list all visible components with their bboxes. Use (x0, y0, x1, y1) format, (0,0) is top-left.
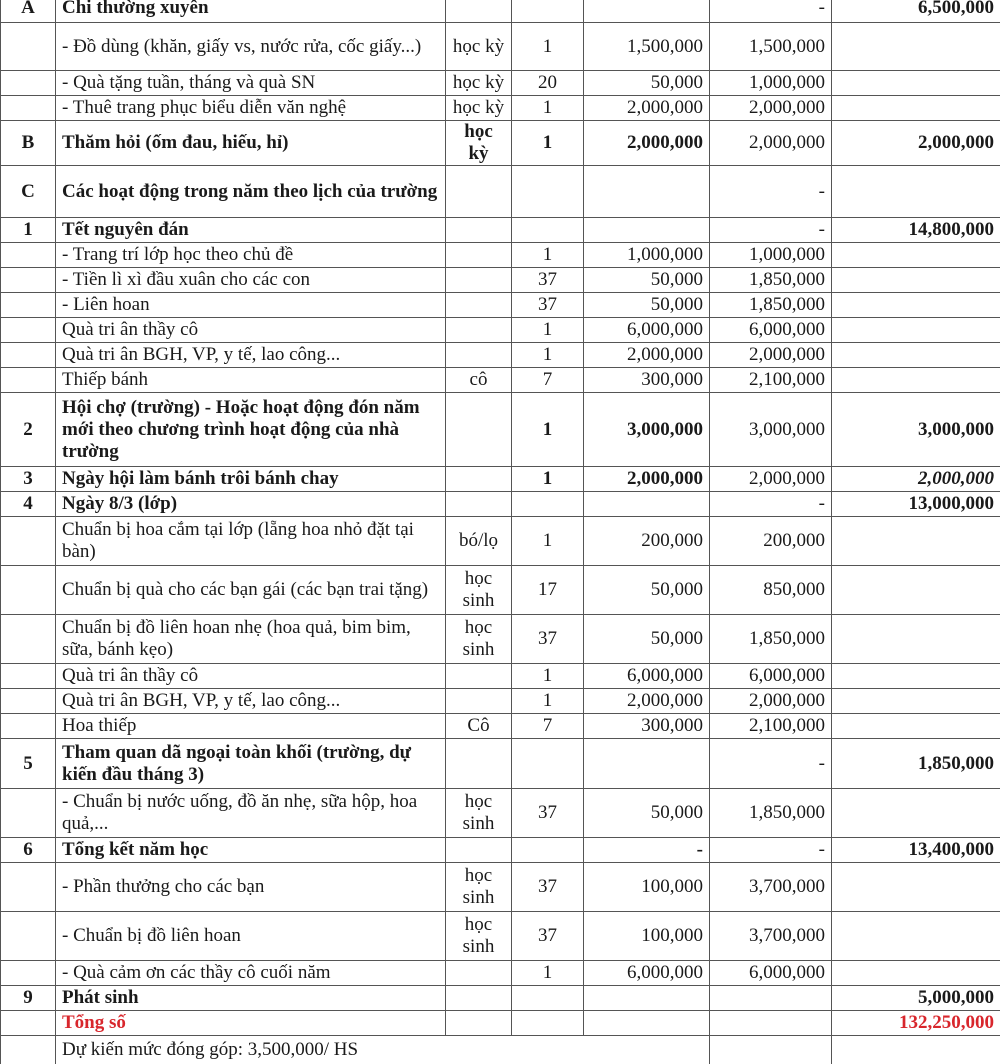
table-row (1, 318, 1000, 343)
row-amount: 850,000 (710, 566, 832, 615)
row-unit (446, 343, 512, 368)
row-section-total (832, 714, 1000, 739)
row-amount: 1,850,000 (710, 268, 832, 293)
row-unit-price: 2,000,000 (584, 96, 710, 121)
row-amount: 6,000,000 (710, 318, 832, 343)
row-unit: cô (446, 368, 512, 393)
row-unit-price: 2,000,000 (584, 343, 710, 368)
row-stt (1, 293, 56, 318)
row-unit-price: 300,000 (584, 714, 710, 739)
table-row (1, 368, 1000, 393)
row-unit-price: 200,000 (584, 517, 710, 566)
row-section-total: 13,000,000 (832, 492, 1000, 517)
row-amount: - (710, 739, 832, 789)
row-unit-price (584, 739, 710, 789)
row-unit-price: 50,000 (584, 268, 710, 293)
row-amount: 6,000,000 (710, 961, 832, 986)
row-stt (1, 318, 56, 343)
row-unit-price (584, 986, 710, 1011)
row-unit (446, 0, 512, 23)
row-section-total (832, 689, 1000, 714)
row-amount: 2,100,000 (710, 714, 832, 739)
row-stt (1, 863, 56, 912)
row-amount (710, 986, 832, 1011)
row-stt: 4 (1, 492, 56, 517)
grand-total-row (1, 1011, 1000, 1036)
row-unit-price: 2,000,000 (584, 689, 710, 714)
row-stt: 9 (1, 986, 56, 1011)
row-amount: - (710, 492, 832, 517)
row-stt: A (1, 0, 56, 23)
row-stt (1, 517, 56, 566)
row-stt (1, 71, 56, 96)
row-item-name: Thăm hỏi (ốm đau, hiếu, hỉ) (56, 121, 446, 166)
table-row (1, 664, 1000, 689)
row-unit-price: 50,000 (584, 71, 710, 96)
total-row-stt (1, 1011, 56, 1036)
row-unit-price: 3,000,000 (584, 393, 710, 467)
row-quantity (512, 739, 584, 789)
row-quantity: 37 (512, 863, 584, 912)
table-row (1, 293, 1000, 318)
row-quantity: 1 (512, 393, 584, 467)
row-quantity (512, 0, 584, 23)
row-unit: học sinh (446, 863, 512, 912)
row-item-name: Quà tri ân thầy cô (56, 318, 446, 343)
row-stt: B (1, 121, 56, 166)
row-section-total (832, 664, 1000, 689)
row-item-name: - Đồ dùng (khăn, giấy vs, nước rửa, cốc giấy...) (56, 23, 446, 71)
table-row (1, 23, 1000, 71)
row-stt (1, 789, 56, 838)
row-amount: 1,000,000 (710, 243, 832, 268)
row-section-total (832, 166, 1000, 218)
row-unit (446, 393, 512, 467)
row-unit-price: 50,000 (584, 789, 710, 838)
row-unit-price (584, 166, 710, 218)
table-row (1, 393, 1000, 467)
row-unit-price: 50,000 (584, 293, 710, 318)
row-unit (446, 243, 512, 268)
row-item-name: Hội chợ (trường) - Hoặc hoạt động đón năm mới theo chương trình hoạt động của nhà trường (56, 393, 446, 467)
row-quantity: 17 (512, 566, 584, 615)
row-section-total (832, 517, 1000, 566)
row-item-name: - Quà tặng tuần, tháng và quà SN (56, 71, 446, 96)
table-row (1, 343, 1000, 368)
row-stt (1, 23, 56, 71)
row-item-name: Chuẩn bị đồ liên hoan nhẹ (hoa quả, bim bim, sữa, bánh kẹo) (56, 615, 446, 664)
row-quantity: 20 (512, 71, 584, 96)
row-section-total (832, 96, 1000, 121)
table-row (1, 218, 1000, 243)
table-row (1, 517, 1000, 566)
row-unit (446, 664, 512, 689)
row-amount: 2,000,000 (710, 343, 832, 368)
total-row-quantity (512, 1011, 584, 1036)
row-stt (1, 268, 56, 293)
total-row-amount (710, 1011, 832, 1036)
row-amount: 200,000 (710, 517, 832, 566)
row-item-name: Hoa thiếp (56, 714, 446, 739)
row-unit (446, 739, 512, 789)
row-item-name: Quà tri ân BGH, VP, y tế, lao công... (56, 343, 446, 368)
row-stt: 6 (1, 838, 56, 863)
row-section-total: 3,000,000 (832, 393, 1000, 467)
row-unit-price: 6,000,000 (584, 318, 710, 343)
row-quantity (512, 986, 584, 1011)
row-amount: 2,100,000 (710, 368, 832, 393)
row-quantity: 1 (512, 243, 584, 268)
row-section-total: 2,000,000 (832, 121, 1000, 166)
table-row (1, 838, 1000, 863)
row-section-total (832, 268, 1000, 293)
row-amount: 6,000,000 (710, 664, 832, 689)
table-row (1, 492, 1000, 517)
row-section-total: 2,000,000 (832, 467, 1000, 492)
row-section-total (832, 863, 1000, 912)
row-quantity: 1 (512, 961, 584, 986)
row-item-name: - Phần thưởng cho các bạn (56, 863, 446, 912)
note-row-total (832, 1036, 1000, 1064)
row-quantity: 1 (512, 664, 584, 689)
table-row (1, 96, 1000, 121)
row-unit-price: 100,000 (584, 912, 710, 961)
table-row (1, 166, 1000, 218)
row-unit-price: 50,000 (584, 566, 710, 615)
row-stt (1, 96, 56, 121)
row-unit: học kỳ (446, 71, 512, 96)
row-amount: - (710, 218, 832, 243)
row-section-total: 13,400,000 (832, 838, 1000, 863)
row-section-total: 1,850,000 (832, 739, 1000, 789)
row-unit: học kỳ (446, 23, 512, 71)
row-unit-price: 2,000,000 (584, 121, 710, 166)
row-section-total (832, 293, 1000, 318)
grand-total-value: 132,250,000 (832, 1011, 1000, 1036)
row-quantity: 37 (512, 615, 584, 664)
row-amount: 1,850,000 (710, 615, 832, 664)
row-unit: học sinh (446, 912, 512, 961)
row-item-name: Chuẩn bị hoa cắm tại lớp (lẵng hoa nhỏ đặt tại bàn) (56, 517, 446, 566)
total-row-unit-price (584, 1011, 710, 1036)
row-quantity: 7 (512, 714, 584, 739)
row-quantity: 1 (512, 343, 584, 368)
row-unit-price: 6,000,000 (584, 961, 710, 986)
row-stt: 1 (1, 218, 56, 243)
row-stt: 3 (1, 467, 56, 492)
row-unit-price: 1,000,000 (584, 243, 710, 268)
row-quantity: 1 (512, 23, 584, 71)
row-stt: C (1, 166, 56, 218)
row-stt (1, 343, 56, 368)
table-row (1, 243, 1000, 268)
row-unit-price: 6,000,000 (584, 664, 710, 689)
row-stt (1, 714, 56, 739)
row-item-name: Quà tri ân thầy cô (56, 664, 446, 689)
table-row (1, 863, 1000, 912)
row-amount: 2,000,000 (710, 467, 832, 492)
row-unit-price: - (584, 838, 710, 863)
row-section-total (832, 615, 1000, 664)
row-amount: 2,000,000 (710, 121, 832, 166)
row-section-total (832, 343, 1000, 368)
row-unit (446, 166, 512, 218)
table-row (1, 71, 1000, 96)
row-section-total: 6,500,000 (832, 0, 1000, 23)
row-item-name: - Tiền lì xì đầu xuân cho các con (56, 268, 446, 293)
table-row (1, 566, 1000, 615)
row-unit-price: 100,000 (584, 863, 710, 912)
row-quantity (512, 838, 584, 863)
row-item-name: Tết nguyên đán (56, 218, 446, 243)
row-stt (1, 368, 56, 393)
row-stt (1, 912, 56, 961)
table-row (1, 789, 1000, 838)
table-row (1, 739, 1000, 789)
row-amount: - (710, 0, 832, 23)
row-section-total (832, 961, 1000, 986)
row-quantity: 1 (512, 689, 584, 714)
row-item-name: - Chuẩn bị nước uống, đồ ăn nhẹ, sữa hộp, hoa quả,... (56, 789, 446, 838)
row-unit (446, 838, 512, 863)
row-unit (446, 268, 512, 293)
row-amount: 3,000,000 (710, 393, 832, 467)
row-quantity: 7 (512, 368, 584, 393)
contribution-note: Dự kiến mức đóng góp: 3,500,000/ HS (56, 1036, 710, 1064)
row-stt (1, 689, 56, 714)
row-unit (446, 467, 512, 492)
row-quantity: 1 (512, 318, 584, 343)
row-amount: 1,000,000 (710, 71, 832, 96)
table-row (1, 0, 1000, 23)
row-quantity: 1 (512, 467, 584, 492)
table-row (1, 912, 1000, 961)
contribution-note-row (1, 1036, 1000, 1064)
row-unit-price (584, 0, 710, 23)
row-quantity (512, 492, 584, 517)
table-row (1, 689, 1000, 714)
row-item-name: - Liên hoan (56, 293, 446, 318)
row-amount: 1,500,000 (710, 23, 832, 71)
row-stt (1, 615, 56, 664)
row-unit-price: 2,000,000 (584, 467, 710, 492)
row-unit: học sinh (446, 789, 512, 838)
row-section-total (832, 23, 1000, 71)
table-row (1, 268, 1000, 293)
note-row-stt (1, 1036, 56, 1064)
row-stt (1, 961, 56, 986)
row-section-total (832, 318, 1000, 343)
row-item-name: Ngày hội làm bánh trôi bánh chay (56, 467, 446, 492)
row-item-name: Phát sinh (56, 986, 446, 1011)
row-quantity: 1 (512, 121, 584, 166)
row-section-total (832, 243, 1000, 268)
row-amount: 2,000,000 (710, 689, 832, 714)
note-row-amount (710, 1036, 832, 1064)
row-item-name: - Chuẩn bị đồ liên hoan (56, 912, 446, 961)
row-quantity: 37 (512, 912, 584, 961)
row-section-total (832, 566, 1000, 615)
table-row (1, 714, 1000, 739)
row-amount: 1,850,000 (710, 293, 832, 318)
table-row (1, 961, 1000, 986)
row-item-name: Quà tri ân BGH, VP, y tế, lao công... (56, 689, 446, 714)
row-item-name: - Thuê trang phục biểu diễn văn nghệ (56, 96, 446, 121)
row-unit: học sinh (446, 566, 512, 615)
row-stt: 2 (1, 393, 56, 467)
row-section-total (832, 71, 1000, 96)
row-unit-price: 50,000 (584, 615, 710, 664)
table-row (1, 986, 1000, 1011)
row-quantity: 37 (512, 268, 584, 293)
row-amount: - (710, 166, 832, 218)
row-item-name: - Quà cảm ơn các thầy cô cuối năm (56, 961, 446, 986)
table-row (1, 615, 1000, 664)
total-row-unit (446, 1011, 512, 1036)
row-amount: 3,700,000 (710, 912, 832, 961)
row-amount: 3,700,000 (710, 863, 832, 912)
row-item-name: Tổng kết năm học (56, 838, 446, 863)
row-item-name: Tham quan dã ngoại toàn khối (trường, dự kiến đầu tháng 3) (56, 739, 446, 789)
table-body (1, 0, 1000, 1064)
row-unit (446, 318, 512, 343)
row-section-total (832, 368, 1000, 393)
row-unit (446, 492, 512, 517)
row-stt: 5 (1, 739, 56, 789)
row-unit: bó/lọ (446, 517, 512, 566)
row-item-name: Chuẩn bị quà cho các bạn gái (các bạn trai tặng) (56, 566, 446, 615)
row-quantity: 37 (512, 789, 584, 838)
row-unit (446, 218, 512, 243)
row-section-total (832, 912, 1000, 961)
row-unit: học kỳ (446, 96, 512, 121)
grand-total-label: Tổng số (56, 1011, 446, 1036)
row-item-name: Ngày 8/3 (lớp) (56, 492, 446, 517)
row-unit-price (584, 492, 710, 517)
row-amount: - (710, 838, 832, 863)
row-unit: học kỳ (446, 121, 512, 166)
row-unit-price: 1,500,000 (584, 23, 710, 71)
row-unit (446, 961, 512, 986)
row-stt (1, 664, 56, 689)
row-amount: 1,850,000 (710, 789, 832, 838)
row-unit-price (584, 218, 710, 243)
row-section-total: 14,800,000 (832, 218, 1000, 243)
row-stt (1, 566, 56, 615)
row-quantity (512, 166, 584, 218)
table-row (1, 467, 1000, 492)
row-section-total (832, 789, 1000, 838)
row-item-name: Thiếp bánh (56, 368, 446, 393)
row-item-name: - Trang trí lớp học theo chủ đề (56, 243, 446, 268)
row-section-total: 5,000,000 (832, 986, 1000, 1011)
row-unit: Cô (446, 714, 512, 739)
row-unit-price: 300,000 (584, 368, 710, 393)
row-item-name: Chi thường xuyên (56, 0, 446, 23)
table-row (1, 121, 1000, 166)
row-quantity: 1 (512, 96, 584, 121)
row-quantity (512, 218, 584, 243)
row-unit (446, 293, 512, 318)
row-unit (446, 689, 512, 714)
row-item-name: Các hoạt động trong năm theo lịch của trường (56, 166, 446, 218)
row-quantity: 37 (512, 293, 584, 318)
row-amount: 2,000,000 (710, 96, 832, 121)
row-unit (446, 986, 512, 1011)
row-quantity: 1 (512, 517, 584, 566)
row-unit: học sinh (446, 615, 512, 664)
row-stt (1, 243, 56, 268)
